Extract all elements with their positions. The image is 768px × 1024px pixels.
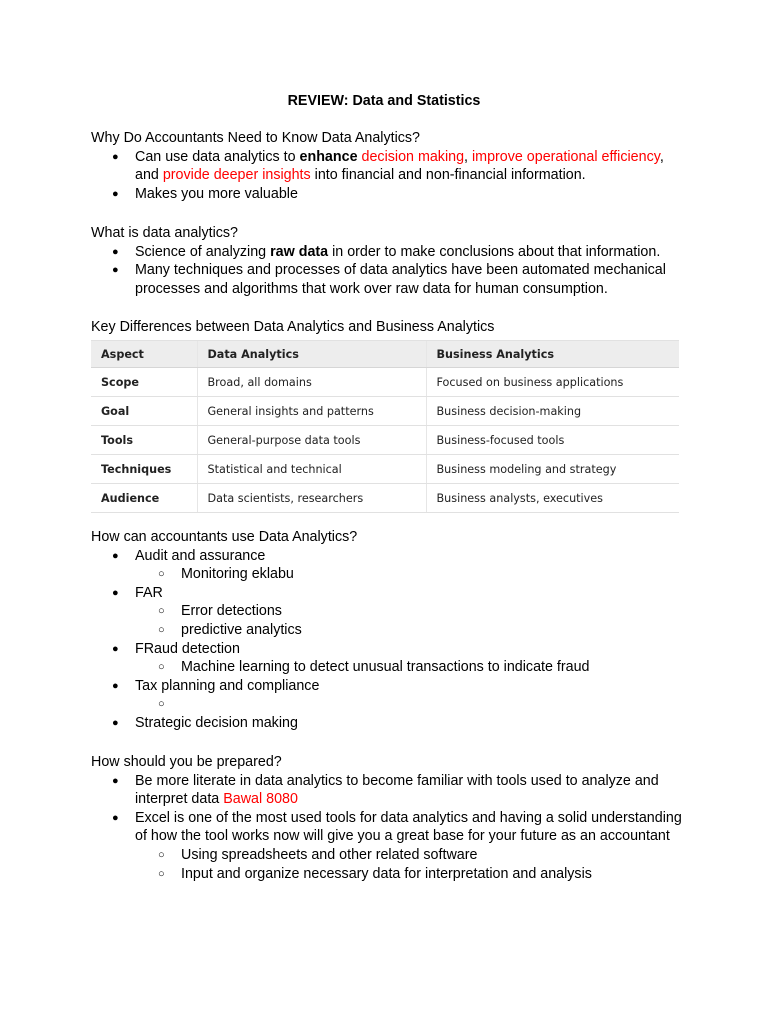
list-item <box>91 640 691 677</box>
bullet-list <box>91 772 691 884</box>
table-row <box>91 426 679 455</box>
list-item <box>91 148 691 185</box>
sub-list-item: ○ Machine learning to detect unusual transactions to indicate fraud <box>91 658 691 677</box>
text-run: Be more literate in data analytics to become familiar with tools used to analyze and interpret data <box>135 772 659 808</box>
highlight-text: provide deeper insights <box>162 167 311 184</box>
text-run: Can use data analytics to <box>135 148 300 165</box>
bold-text: enhance <box>299 148 358 165</box>
table-cell: Focused on business applications <box>426 368 679 397</box>
list-item <box>91 714 691 733</box>
table-cell: General-purpose data tools <box>197 426 426 455</box>
section-question: Why Do Accountants Need to Know Data Analytics? <box>91 130 421 146</box>
table-cell: Broad, all domains <box>197 368 426 397</box>
sub-list <box>135 695 691 714</box>
section-question: How should you be prepared? <box>91 754 282 770</box>
sub-list-item: ○ Using spreadsheets and other related software <box>91 846 691 865</box>
sub-list <box>135 565 691 584</box>
list-item <box>91 809 691 883</box>
highlight-text: Bawal 8080 <box>223 791 298 808</box>
list-item-label: Tax planning and compliance <box>135 677 320 694</box>
sub-list <box>135 846 691 883</box>
table-row <box>91 397 679 426</box>
table-row <box>91 455 679 484</box>
sub-list <box>135 658 691 677</box>
sub-list <box>135 602 691 639</box>
comparison-table <box>91 340 679 504</box>
list-item <box>91 243 691 262</box>
column-header: Data Analytics <box>197 341 426 368</box>
text-run: Science of analyzing <box>135 243 271 260</box>
section-key-differences <box>91 318 691 337</box>
table-cell: Tools <box>91 426 197 455</box>
section-heading: Key Differences between Data Analytics and Business Analytics <box>91 319 495 335</box>
table-cell: Audience <box>91 484 197 513</box>
section-what-is-data-analytics <box>91 224 691 298</box>
list-item <box>91 547 691 584</box>
text-run: Excel is one of the most used tools for data analytics and having a solid understanding of how the tool works now will give you a great base for your future as an accountant <box>135 809 682 845</box>
section-why-accountants <box>91 129 691 203</box>
bullet-list <box>91 243 691 299</box>
table-cell: Business modeling and strategy <box>426 455 679 484</box>
table-row <box>91 368 679 397</box>
list-item-label: FAR <box>135 584 163 601</box>
table-cell: Statistical and technical <box>197 455 426 484</box>
sub-list-item: ○ predictive analytics <box>91 621 691 640</box>
table-cell: Business decision-making <box>426 397 679 426</box>
text-run: , <box>464 148 472 165</box>
list-item-label: FRaud detection <box>135 640 240 657</box>
table-cell: Goal <box>91 397 197 426</box>
list-item <box>91 677 691 714</box>
section-question: What is data analytics? <box>91 225 239 241</box>
list-item <box>91 772 691 809</box>
highlight-text: decision making <box>361 148 465 165</box>
list-item <box>91 584 691 640</box>
section-question: How can accountants use Data Analytics? <box>91 529 358 545</box>
sub-list-item: ○ Monitoring eklabu <box>91 565 691 584</box>
text-run: in order to make conclusions about that information. <box>328 243 661 260</box>
sub-list-item: ○ Input and organize necessary data for interpretation and analysis <box>91 865 691 884</box>
list-item-label: Strategic decision making <box>135 714 298 731</box>
page-title: REVIEW: Data and Statistics <box>287 93 481 109</box>
table-row <box>91 484 679 513</box>
column-header: Aspect <box>91 341 197 368</box>
sub-list-item: ○ Error detections <box>91 602 691 621</box>
table-header-row <box>91 341 679 368</box>
list-item-label: Audit and assurance <box>135 547 266 564</box>
table-cell: Business analysts, executives <box>426 484 679 513</box>
list-item: ● Makes you more valuable <box>91 185 691 204</box>
table-cell: Techniques <box>91 455 197 484</box>
section-how-prepared <box>91 753 691 883</box>
table-cell: Scope <box>91 368 197 397</box>
bullet-list <box>91 547 691 733</box>
highlight-text: improve operational efficiency <box>471 148 660 165</box>
text-run: , and <box>135 148 664 184</box>
list-item: ● Many techniques and processes of data analytics have been automated mechanical processes and algorithms that work over raw data for human consumption. <box>91 261 691 298</box>
table-cell: General insights and patterns <box>197 397 426 426</box>
bullet-list <box>91 148 691 204</box>
table-cell: Business-focused tools <box>426 426 679 455</box>
section-how-accountants-use <box>91 528 691 733</box>
bold-text: raw data <box>270 243 329 260</box>
column-header: Business Analytics <box>426 341 679 368</box>
table-cell: Data scientists, researchers <box>197 484 426 513</box>
sub-list-item-empty <box>91 695 691 714</box>
text-run: into financial and non-financial information. <box>310 167 586 184</box>
